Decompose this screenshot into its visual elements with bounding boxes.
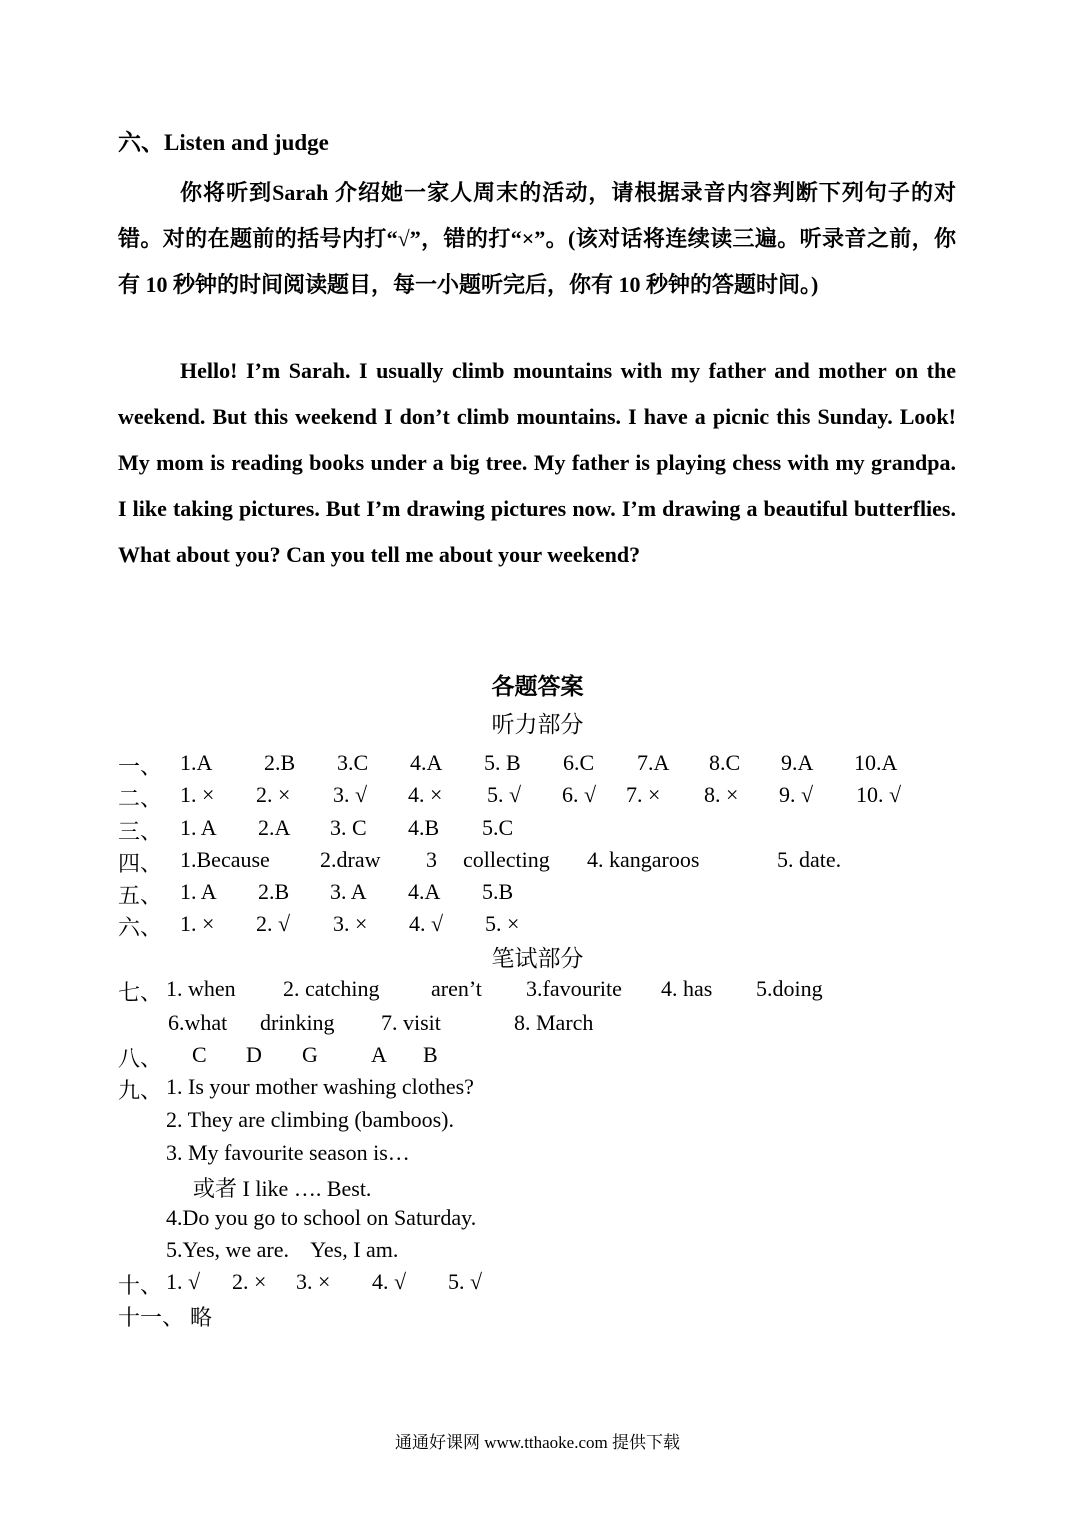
answer-item: 1.Because: [180, 847, 270, 872]
answer-item: C: [192, 1042, 207, 1067]
writing-part-title: 笔试部分: [491, 946, 584, 971]
question-number: 七、: [118, 980, 163, 1005]
question-number: 二、: [118, 786, 163, 811]
listening-passage: Hello! I’m Sarah. I usually climb mountains with my father and mother on the weekend. But this weekend I don’t climb mountains. I have a picnic this Sunday. Look! My mom is reading books under a big tree. My father is playing chess with my grandpa. I like taking pictures. But I’m drawing pictures now. I’m drawing a beautiful butterflies. What about you? Can you tell me about your weekend?: [118, 358, 956, 567]
question-number: 六、: [118, 915, 163, 940]
answer-item: 2.B: [258, 879, 290, 904]
answer-item: 4.B: [408, 815, 440, 840]
answer-item: 3. √: [333, 782, 368, 807]
section-six-instructions: 你将听到Sarah 介绍她一家人周末的活动，请根据录音内容判断下列句子的对错。对的在题前的括号内打“√”，错的打“×”。(该对话将连续读三遍。听录音之前，你有 10 秒钟的时间阅读题目，每一小题听完后，你有 10 秒钟的答题时间。): [118, 180, 956, 297]
answer-item: 1. ×: [180, 782, 215, 807]
answer-item: 3. ×: [296, 1269, 331, 1294]
answer-item: 7.A: [637, 750, 670, 775]
answer-item: drinking: [260, 1010, 335, 1035]
answer-item: 6.what: [168, 1010, 228, 1035]
answer-item: 8. March: [514, 1010, 594, 1035]
answer-item: 2.B: [264, 750, 296, 775]
answer-item: 3. ×: [333, 911, 368, 936]
answer-line: 或者 I like …. Best.: [193, 1176, 372, 1201]
answer-item: A: [371, 1042, 387, 1067]
answer-item: 5. B: [484, 750, 521, 775]
answer-item: 5. √: [487, 782, 522, 807]
answer-line: 5.Yes, we are. Yes, I am.: [166, 1237, 399, 1262]
question-number: 十一、: [118, 1305, 185, 1330]
answer-item: 8. ×: [704, 782, 739, 807]
answer-item: 4. ×: [408, 782, 443, 807]
answer-item: D: [246, 1042, 262, 1067]
question-number: 九、: [118, 1078, 163, 1103]
answer-item: 1. when: [166, 976, 236, 1001]
answer-item: 10. √: [856, 782, 902, 807]
answer-item: 5. ×: [485, 911, 520, 936]
answer-item: 7. visit: [381, 1010, 441, 1035]
answer-item: 5.C: [482, 815, 514, 840]
answer-item: 2. ×: [232, 1269, 267, 1294]
answer-item: 1. A: [180, 815, 217, 840]
question-number: 一、: [118, 754, 163, 779]
answer-item: 5.doing: [756, 976, 823, 1001]
answer-item: 9.A: [781, 750, 814, 775]
answer-item: 6. √: [562, 782, 597, 807]
answer-item: 3. C: [330, 815, 367, 840]
answer-item: 1. √: [166, 1269, 201, 1294]
answer-item: 3: [426, 847, 437, 872]
answer-item: G: [302, 1042, 318, 1067]
answer-item: 3.favourite: [526, 976, 622, 1001]
answer-item: 2. catching: [283, 976, 380, 1001]
answer-line: 3. My favourite season is…: [166, 1140, 410, 1165]
answer-item: 4. √: [409, 911, 444, 936]
answer-item: 5. √: [448, 1269, 483, 1294]
answer-item: 4.A: [410, 750, 443, 775]
answer-line: 4.Do you go to school on Saturday.: [166, 1205, 477, 1230]
answer-item: 9. √: [779, 782, 814, 807]
answer-item: B: [423, 1042, 438, 1067]
question-number: 八、: [118, 1046, 163, 1071]
page-footer: 通通好课网 www.tthaoke.com 提供下载: [394, 1433, 681, 1452]
answer-item: 5. date.: [777, 847, 842, 872]
answer-item: 4. kangaroos: [587, 847, 700, 872]
listening-part-title: 听力部分: [491, 712, 584, 737]
answer-item: 5.B: [482, 879, 514, 904]
answer-item: 2. √: [256, 911, 291, 936]
answer-line: 2. They are climbing (bamboos).: [166, 1107, 454, 1132]
answer-item: 4. √: [372, 1269, 407, 1294]
answer-item: 8.C: [709, 750, 741, 775]
answer-item: aren’t: [431, 976, 482, 1001]
question-number: 五、: [118, 883, 163, 908]
answer-item: 1. ×: [180, 911, 215, 936]
answer-item: 2. ×: [256, 782, 291, 807]
answer-item: 10.A: [854, 750, 898, 775]
answer-item: 略: [190, 1305, 213, 1330]
answers-title: 各题答案: [491, 674, 584, 699]
answer-item: 7. ×: [626, 782, 661, 807]
answer-item: collecting: [463, 847, 550, 872]
answer-item: 2.A: [258, 815, 291, 840]
answer-item: 6.C: [563, 750, 595, 775]
question-number: 十、: [118, 1273, 163, 1298]
answer-item: 1. A: [180, 879, 217, 904]
answer-item: 4. has: [661, 976, 713, 1001]
answer-item: 4.A: [408, 879, 441, 904]
answer-item: 2.draw: [320, 847, 381, 872]
answer-line: 1. Is your mother washing clothes?: [166, 1074, 474, 1099]
answer-item: 3. A: [330, 879, 367, 904]
question-number: 四、: [118, 851, 163, 876]
answer-item: 3.C: [337, 750, 369, 775]
answer-item: 1.A: [180, 750, 213, 775]
question-number: 三、: [118, 819, 163, 844]
section-six-title: 六、Listen and judge: [118, 130, 329, 155]
